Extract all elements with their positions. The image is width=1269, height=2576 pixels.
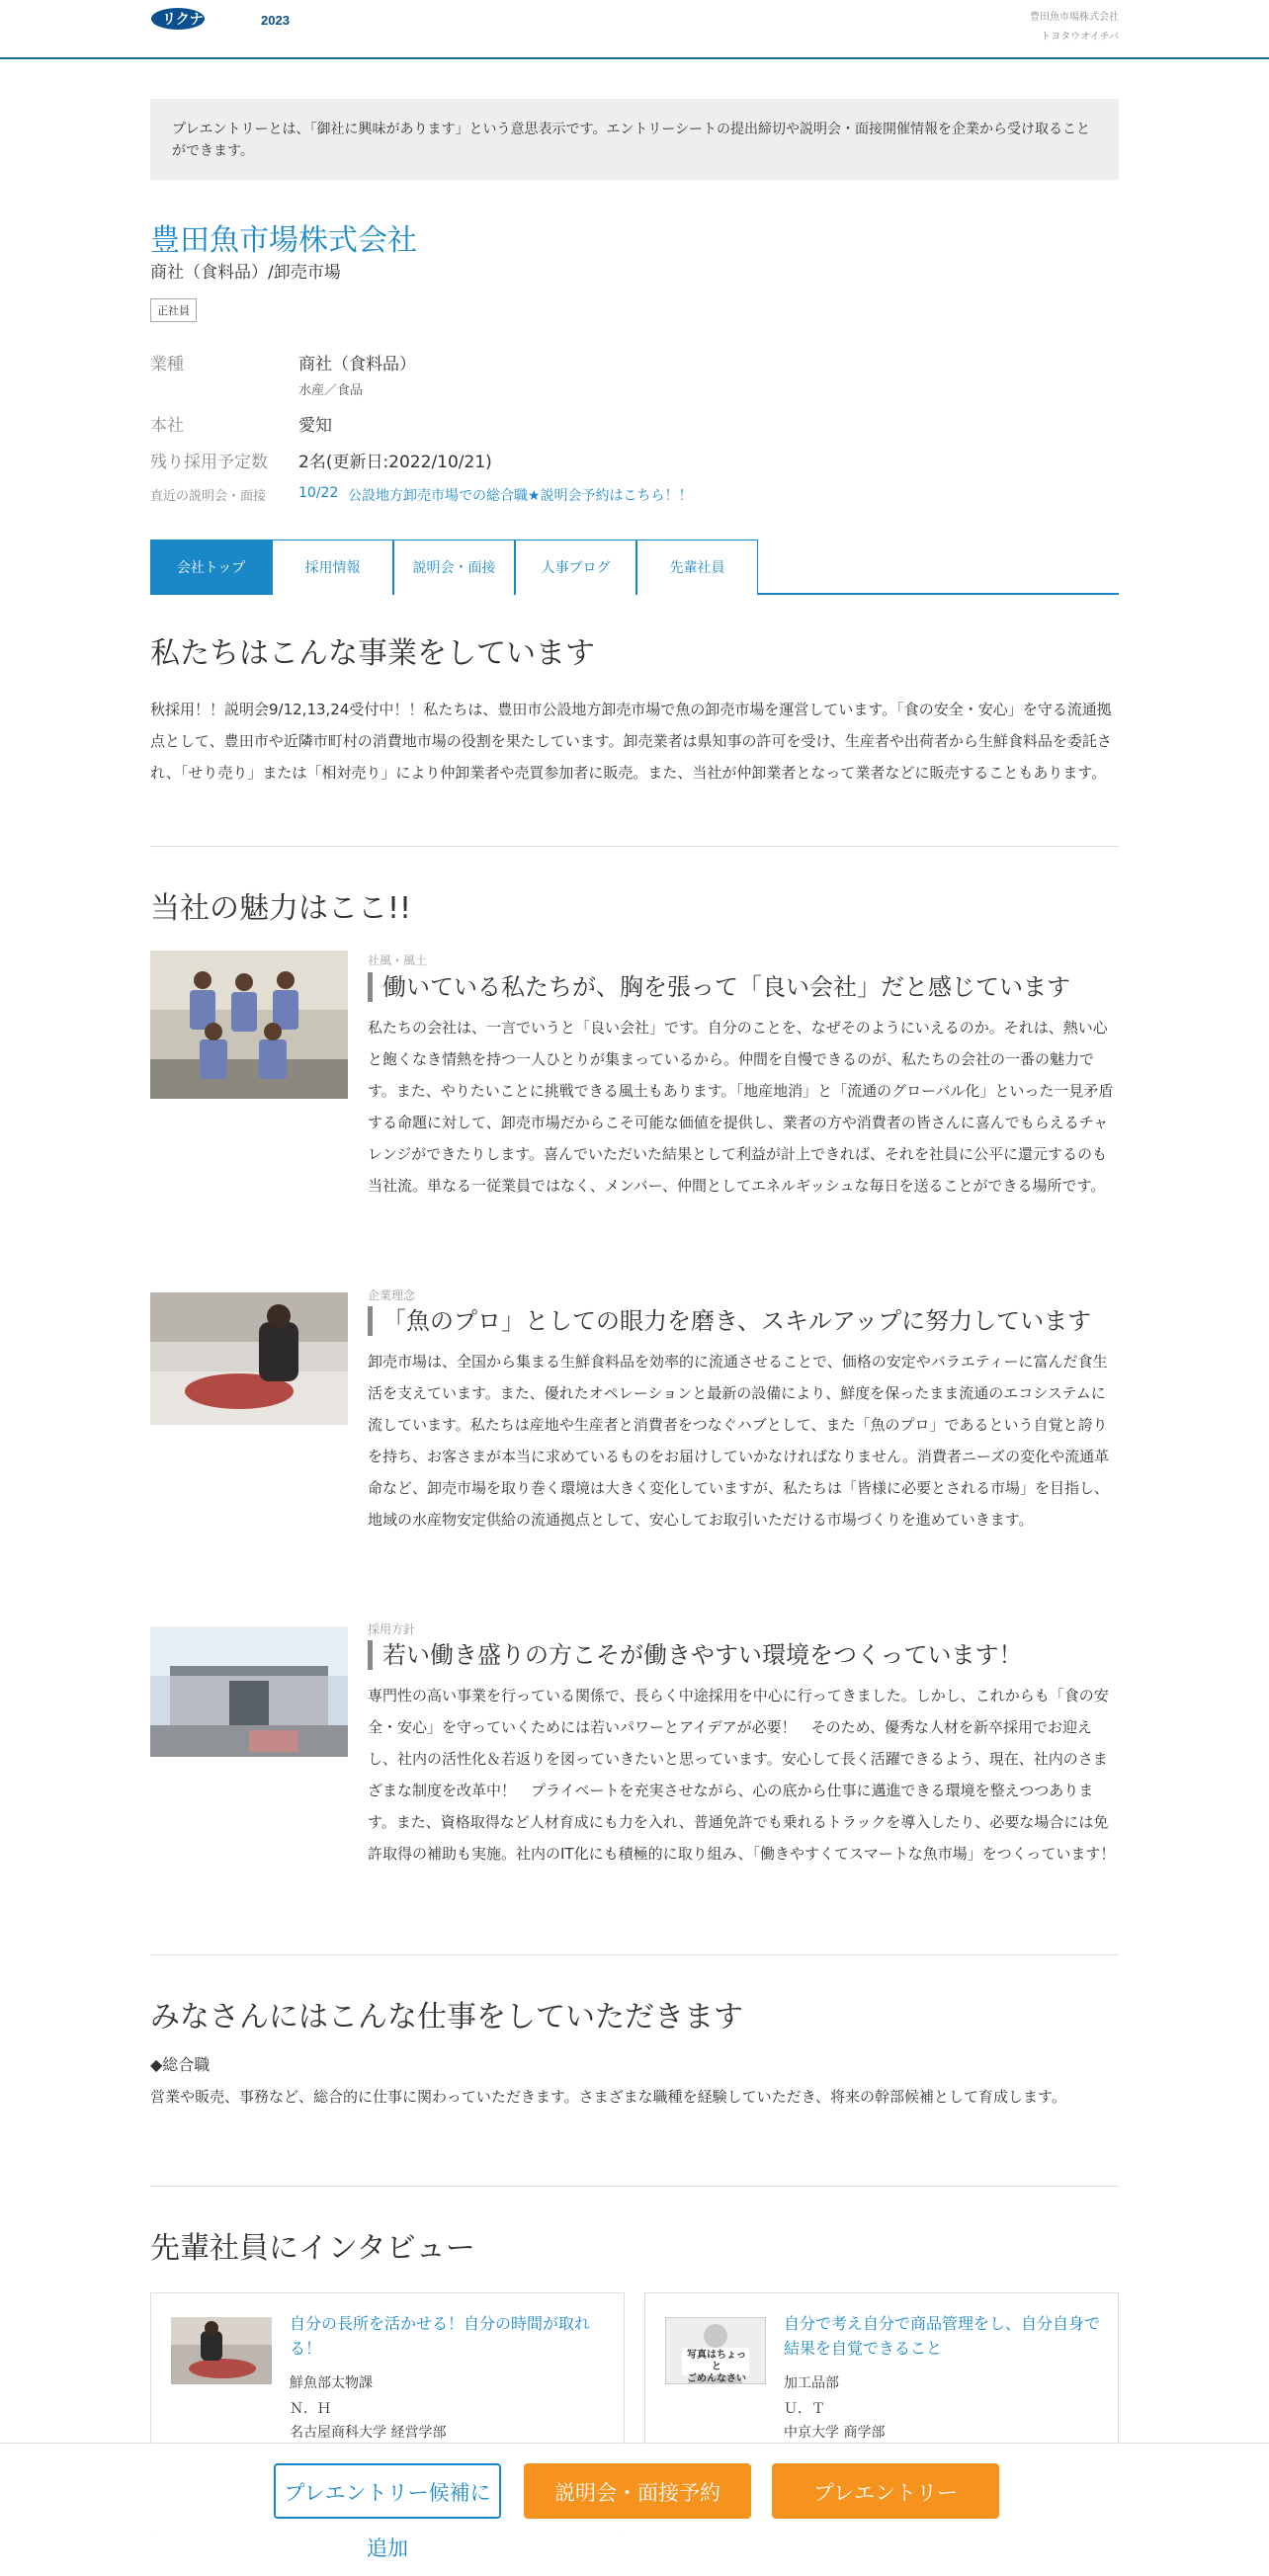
staff-group-photo <box>150 951 348 1099</box>
interviewee-photo <box>171 2317 272 2384</box>
interview-heading: 先輩社員にインタビュー <box>150 2231 475 2266</box>
pre-entry-notice: プレエントリーとは、「御社に興味があります」という意思表示です。エントリーシートの提出締切や説明会・面接開催情報を企業から受け取ることができます。 <box>150 99 1119 180</box>
hq-label: 本社 <box>150 416 184 436</box>
tab-hr-blog[interactable]: 人事ブログ <box>515 540 636 595</box>
remaining-value: 2名(更新日:2022/10/21) <box>298 453 492 472</box>
tab-seminar-interview[interactable]: 説明会・面接 <box>393 540 515 595</box>
section-divider <box>150 846 1119 847</box>
add-candidate-button[interactable]: プレエントリー候補に追加 <box>274 2463 501 2519</box>
charm-category-2: 企業理念 <box>368 1288 416 1302</box>
interview-name: Ｕ．Ｔ <box>784 2401 825 2417</box>
charm-text-1: 私たちの会社は、一言でいうと「良い会社」です。自分のことを、なぜそのようにいえるのか。それは、熱い心と飽くなき情熱を持つ一人ひとりが集まっているから。仲間を自慢できるのが、私たちの会社の一番の魅力です。また、やりたいことに挑戦できる風土もあります。「地産地消」と「流通のグローバル化」といった一見矛盾する命題に対して、卸売市場だからこそ可能な価値を提供し、業者の方や消費者の皆さんに喜んでもらえるチャレンジができたりします。喜んでいただいた結果として利益が計上できれば、それを社員に公平に還元するのも当社流。単なる一従業員ではなく、メンバー、仲間としてエネルギッシュな毎日を送ることができる場所です。 <box>368 1019 1114 1195</box>
hq-value: 愛知 <box>298 416 332 436</box>
company-name: 豊田魚市場株式会社 <box>150 223 417 258</box>
charm-title-1: 働いている私たちが、胸を張って「良い会社」だと感じています <box>368 972 1070 1002</box>
charm-text-2: 卸売市場は、全国から集まる生鮮食料品を効率的に流通させることで、価格の安定やバラエティーに富んだ食生活を支えています。また、優れたオペレーションと最新の設備により、鮮度を保ったまま流通のエコシステムに流しています。私たちは産地や生産者と消費者をつなぐハブとして、また「魚のプロ」であるという自覚と誇りを持ち、お客さまが本当に求めているものをお届けしていかなければなりません。消費者ニーズの変化や流通革命など、卸売市場を取り巻く環境は大きく変化していますが、私たちは「皆様に必要とされる市場」を目指し、地域の水産物安定供給の流通拠点として、安心してお取引いただける市場づくりを進めていきます。 <box>368 1353 1110 1529</box>
svg-text:リクナビ: リクナビ <box>162 12 217 28</box>
fish-processing-photo <box>150 1292 348 1425</box>
tab-senior-staff[interactable]: 先輩社員 <box>636 540 758 595</box>
interview-title[interactable]: 自分の長所を活かせる！自分の時間が取れる！ <box>290 2314 591 2358</box>
section-divider <box>150 1954 1119 1955</box>
interview-school: 中京大学 商学部 <box>784 2425 886 2441</box>
interview-school: 名古屋商科大学 経営学部 <box>290 2425 447 2441</box>
company-tabs <box>150 540 1119 595</box>
business-heading: 私たちはこんな事業をしています <box>150 636 595 671</box>
interview-name: Ｎ．Ｈ <box>290 2401 331 2417</box>
charm-title-3: 若い働き盛りの方こそが働きやすい環境をつくっています！ <box>368 1640 1023 1670</box>
business-text: 秋採用！！説明会9/12,13,24受付中！！私たちは、豊田市公設地方卸売市場で魚の卸売市場を運営しています。「食の安全・安心」を守る流通拠点として、豊田市や近隣市町村の消費地市場の役割を果たしています。卸売業者は県知事の許可を受け、生産者や出荷者から生鮮食料品を委託され、「せり売り」または「相対売り」により仲卸業者や売買参加者に販売。また、当社が仲卸業者となって業者などに販売することもあります。 <box>150 701 1112 782</box>
industry-value: 商社（食料品） <box>298 355 416 374</box>
charm-heading: 当社の魅力はここ!! <box>150 891 412 926</box>
charm-category-1: 社風・風土 <box>368 954 428 967</box>
work-text: 営業や販売、事務など、総合的に仕事に関わっていただきます。さまざまな職種を経験していただき、将来の幹部候補として育成します。 <box>150 2088 1066 2106</box>
employment-type-badge: 正社員 <box>150 298 197 322</box>
interview-dept: 加工品部 <box>784 2375 839 2391</box>
tab-recruit-info[interactable]: 採用情報 <box>272 540 393 595</box>
event-date[interactable]: 10/22 <box>298 485 339 501</box>
photo-placeholder-text: 写真はちょっと ごめんなさい <box>687 2350 746 2384</box>
company-industry: 商社（食料品）/卸売市場 <box>150 263 341 283</box>
industry-sub: 水産／食品 <box>298 383 364 398</box>
photo-placeholder <box>665 2317 766 2384</box>
work-role: ◆総合職 <box>150 2055 211 2074</box>
charm-category-3: 採用方針 <box>368 1622 416 1636</box>
header-company-kana: トヨタウオイチバ <box>1041 32 1119 42</box>
remaining-label: 残り採用予定数 <box>150 453 268 472</box>
industry-label: 業種 <box>150 355 184 374</box>
info-industry-row <box>150 350 1119 399</box>
event-label: 直近の説明会・面接 <box>150 489 267 504</box>
charm-title-2: 「魚のプロ」としての眼力を磨き、スキルアップに努力しています <box>368 1306 1091 1336</box>
market-building-photo <box>150 1626 348 1757</box>
tab-company-top[interactable]: 会社トップ <box>150 540 272 595</box>
work-heading: みなさんにはこんな仕事をしていただきます <box>150 2000 743 2035</box>
event-link[interactable]: 公設地方卸売市場での総合職★説明会予約はこちら！！ <box>348 488 693 504</box>
logo-year: 2023 <box>261 13 290 28</box>
interview-title[interactable]: 自分で考え自分で商品管理をし、自分自身で結果を自覚できること <box>784 2314 1101 2358</box>
pre-entry-button[interactable]: プレエントリー <box>772 2463 999 2519</box>
interview-dept: 鮮魚部太物課 <box>290 2375 373 2391</box>
action-bar <box>0 2443 1269 2560</box>
header-company-name: 豊田魚市場株式会社 <box>1030 12 1119 23</box>
site-header <box>0 0 1269 59</box>
section-divider <box>150 2186 1119 2187</box>
charm-text-3: 専門性の高い事業を行っている関係で、長らく中途採用を中心に行ってきました。しかし、これからも「食の安全・安心」を守っていくためには若いパワーとアイデアが必要！ そのため、優秀な人材を新卒採用でお迎えし、社内の活性化＆若返りを図っていきたいと思っています。安心して長く活躍できるよう、現在、社内のさまざまな制度を改革中！ プライベートを充実させながら、心の底から仕事に邁進できる環境を整えつつあります。また、資格取得など人材育成にも力を入れ、普通免許でも乗れるトラックを導入したり、必要な場合には免許取得の補助も実施。社内のIT化にも積極的に取り組み、「働きやすくてスマートな魚市場」をつくっています！ <box>368 1687 1116 1863</box>
reserve-seminar-button[interactable]: 説明会・面接予約 <box>524 2463 751 2519</box>
